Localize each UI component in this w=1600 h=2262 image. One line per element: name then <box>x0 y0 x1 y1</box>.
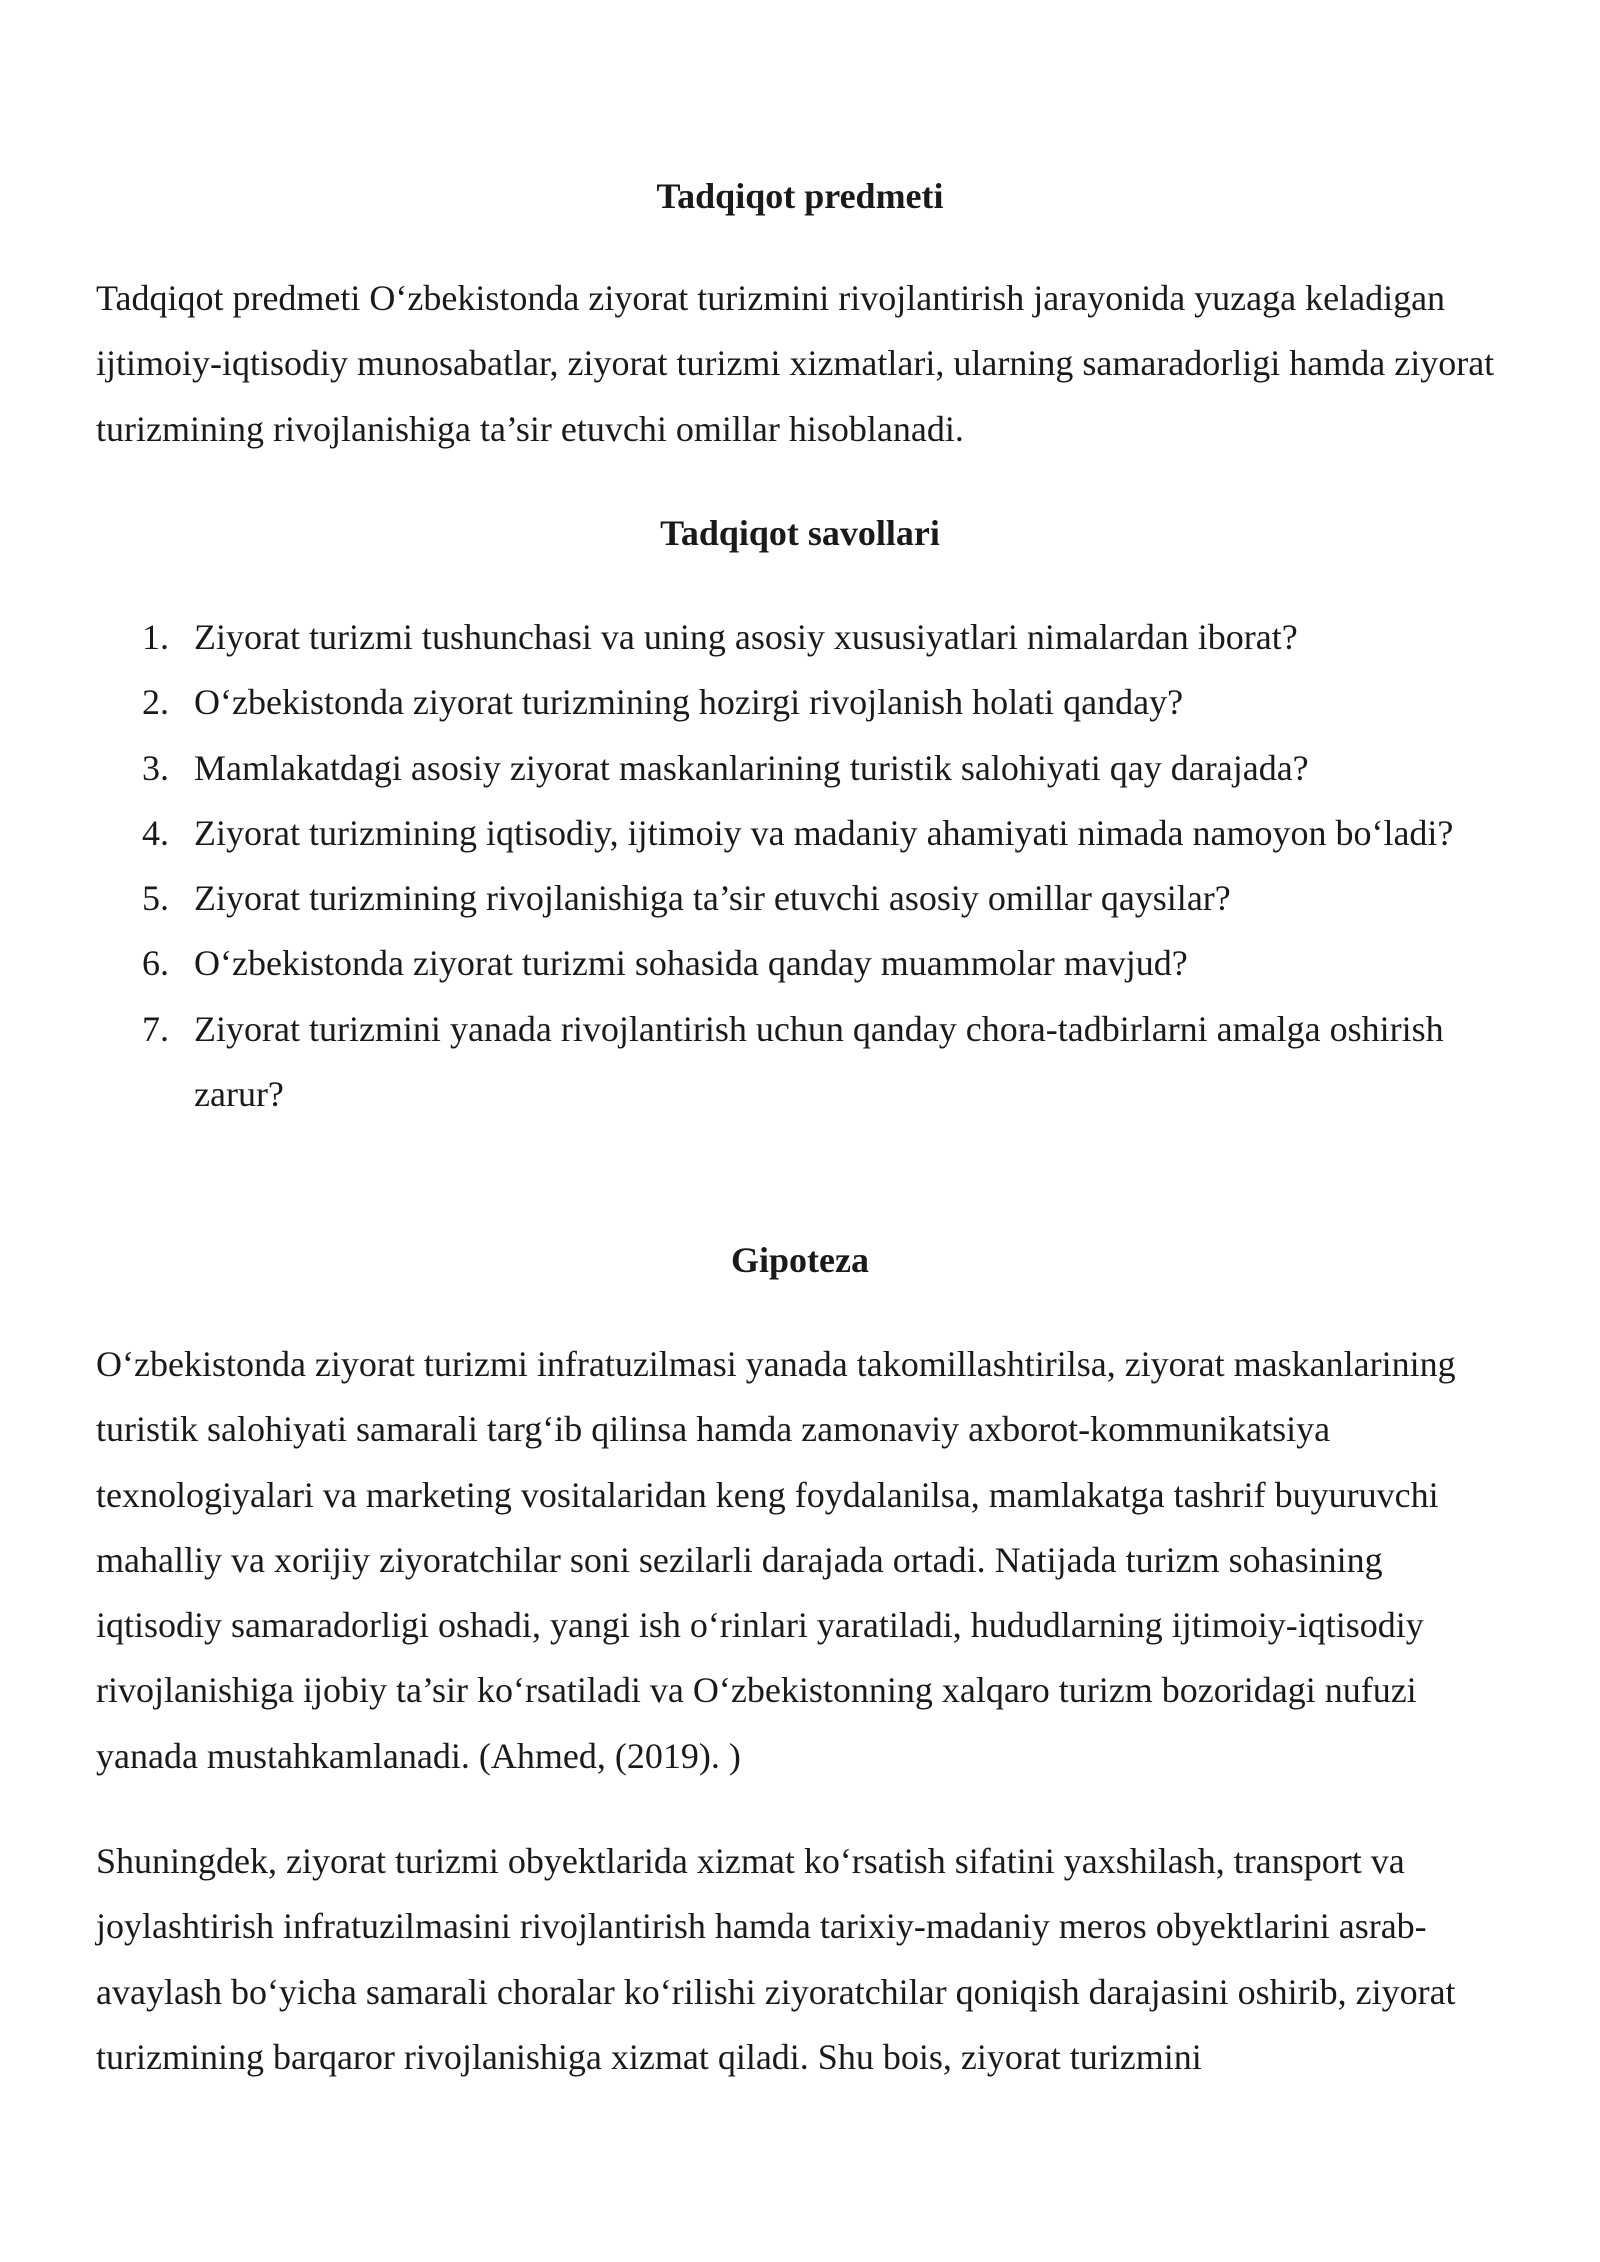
list-item-number: 5. <box>142 878 169 919</box>
list-item <box>96 736 1516 801</box>
list-item-number: 7. <box>142 1008 169 1049</box>
research-questions-list <box>96 605 1516 1127</box>
list-item <box>96 670 1516 735</box>
heading-gipoteza: Gipoteza <box>731 1240 869 1280</box>
list-item-number: 6. <box>142 943 169 984</box>
predmet-paragraph: Tadqiqot predmeti O‘zbekistonda ziyorat turizmini rivojlantirish jarayonida yuzaga keladigan ijtimoiy-iqtisodiy munosabatlar, ziyorat turizmi xizmatlari, ularning samaradorligi hamda ziyorat turizmining rivojlanishiga ta’sir etuvchi omillar hisoblanadi. <box>96 278 1495 449</box>
list-item <box>96 605 1516 670</box>
list-item-number: 3. <box>142 747 169 788</box>
list-item-number: 2. <box>142 682 169 723</box>
gipoteza-paragraph-2: Shuningdek, ziyorat turizmi obyektlarida xizmat ko‘rsatish sifatini yaxshilash, transport va joylashtirish infratuzilmasini rivojlantirish hamda tarixiy-madaniy meros obyektlarini asrab-avaylash bo‘yicha samarali choralar ko‘rilishi ziyoratchilar qoniqish darajasini oshirib, ziyorat turizmining barqaror rivojlanishiga xizmat qiladi. Shu bois, ziyorat turizmini <box>96 1841 1456 2077</box>
list-item-text: Ziyorat turizmini yanada rivojlantirish uchun qanday chora-tadbirlarni amalga oshirish zarur? <box>194 1008 1444 1115</box>
list-item-number: 4. <box>142 812 169 853</box>
list-item <box>96 931 1516 996</box>
list-item-text: Ziyorat turizmining rivojlanishiga ta’sir etuvchi asosiy omillar qaysilar? <box>194 878 1231 919</box>
list-item <box>96 866 1516 931</box>
list-item-text: Ziyorat turizmining iqtisodiy, ijtimoiy va madaniy ahamiyati nimada namoyon bo‘ladi? <box>194 812 1454 853</box>
list-item <box>96 801 1516 866</box>
heading-tadqiqot-predmeti: Tadqiqot predmeti <box>656 176 944 216</box>
heading-tadqiqot-savollari: Tadqiqot savollari <box>660 513 940 553</box>
list-item-text: O‘zbekistonda ziyorat turizmi sohasida qanday muammolar mavjud? <box>194 943 1188 984</box>
list-item <box>96 997 1516 1128</box>
list-item-text: O‘zbekistonda ziyorat turizmining hozirgi rivojlanish holati qanday? <box>194 682 1184 723</box>
list-item-text: Ziyorat turizmi tushunchasi va uning asosiy xususiyatlari nimalardan iborat? <box>194 617 1298 657</box>
list-item-number: 1. <box>142 617 169 657</box>
list-item-text: Mamlakatdagi asosiy ziyorat maskanlarining turistik salohiyati qay darajada? <box>194 747 1309 788</box>
gipoteza-paragraph-1: O‘zbekistonda ziyorat turizmi infratuzilmasi yanada takomillashtirilsa, ziyorat maskanlarining turistik salohiyati samarali targ‘ib qilinsa hamda zamonaviy axborot-kommunikatsiya texnologiyalari va marketing vositalaridan keng foydalanilsa, mamlakatga tashrif buyuruvchi mahalliy va xorijiy ziyoratchilar soni sezilarli darajada ortadi. Natijada turizm sohasining iqtisodiy samaradorligi oshadi, yangi ish o‘rinlari yaratiladi, hududlarning ijtimoiy-iqtisodiy rivojlanishiga ijobiy ta’sir ko‘rsatiladi va O‘zbekistonning xalqaro turizm bozoridagi nufuzi yanada mustahkamlanadi. (Ahmed, (2019). ) <box>96 1344 1456 1776</box>
